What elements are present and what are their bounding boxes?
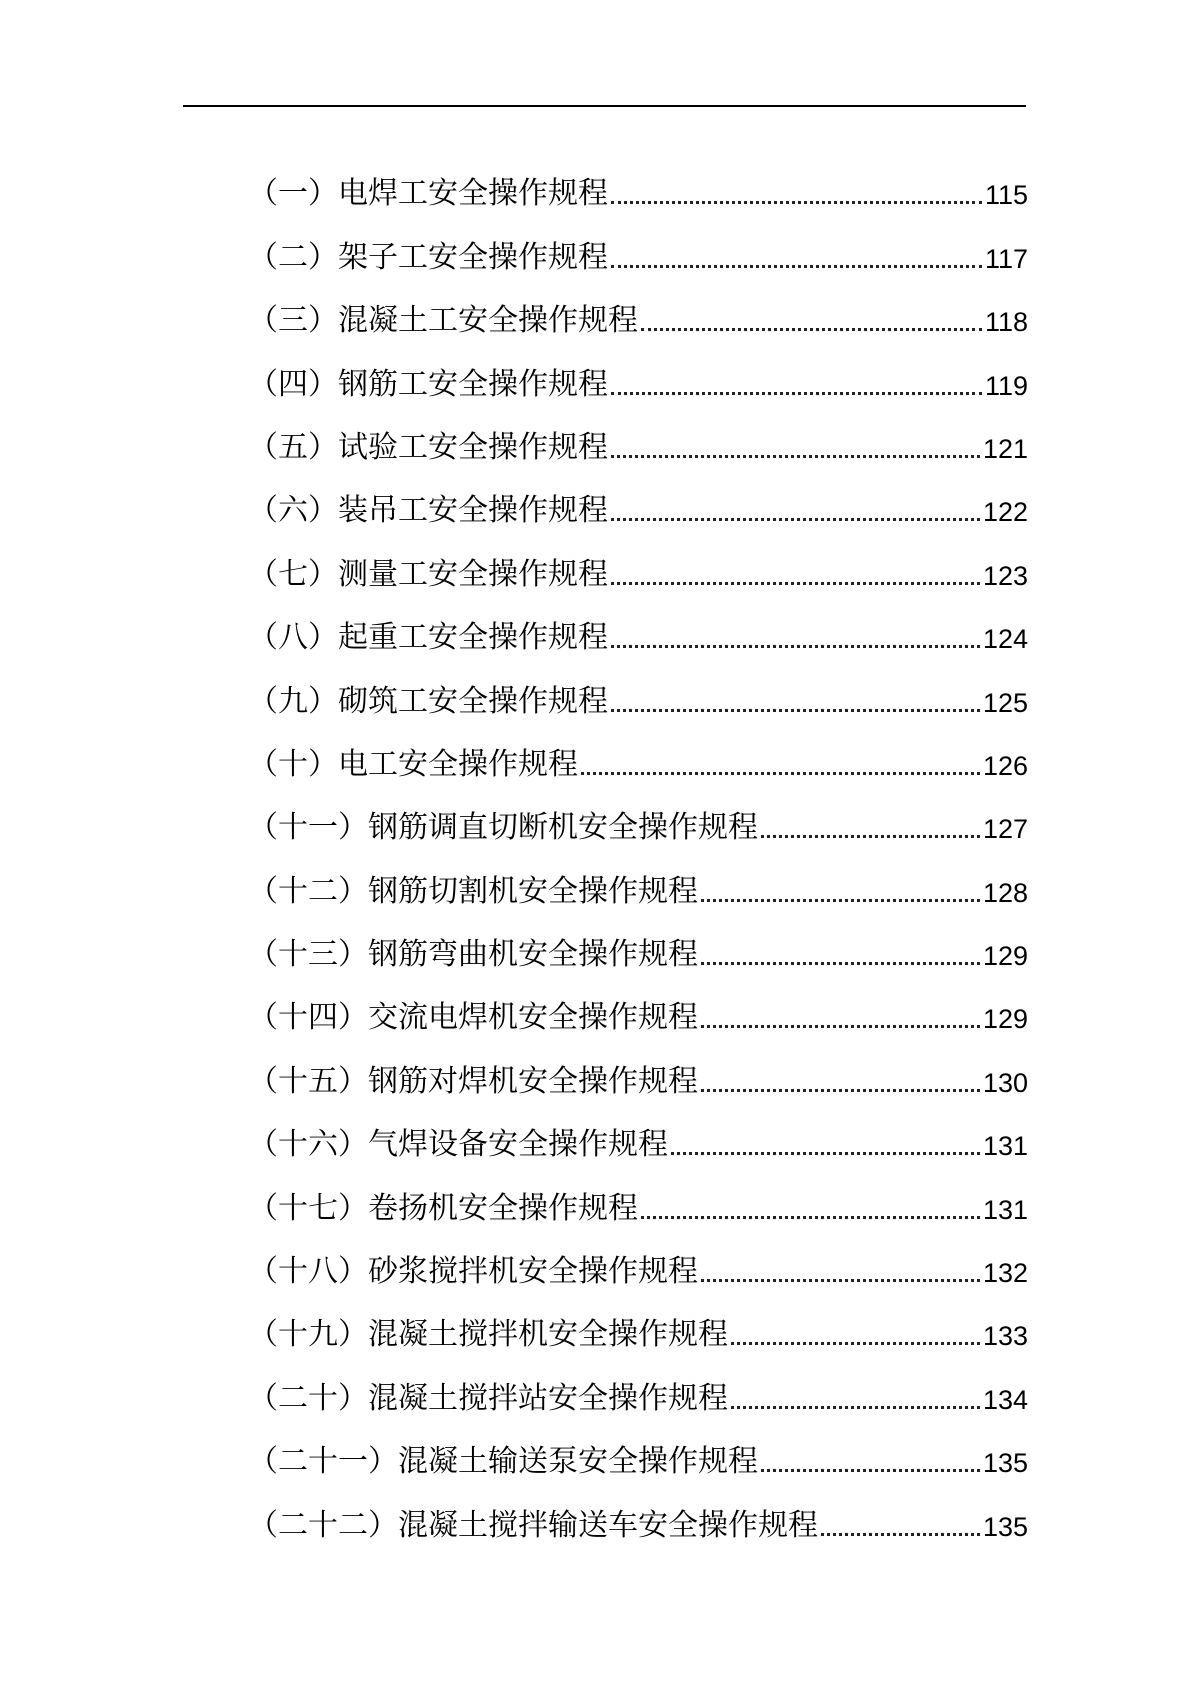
toc-entry-page-number[interactable]: 119 [984, 370, 1028, 401]
toc-entry-title[interactable]: （四）钢筋工安全操作规程 [248, 366, 608, 402]
toc-entry-page-number[interactable]: 118 [984, 307, 1028, 338]
toc-entry[interactable] [248, 1049, 1028, 1112]
toc-dot-leader [641, 1216, 980, 1219]
toc-entry[interactable] [248, 1113, 1028, 1176]
toc-entry[interactable] [248, 162, 1028, 225]
toc-entry-title[interactable]: （十九）混凝土搅拌机安全操作规程 [248, 1317, 728, 1353]
toc-entry-page-number[interactable]: 124 [982, 624, 1028, 655]
toc-entry-page-number[interactable]: 123 [982, 560, 1028, 591]
toc-entry-page-number[interactable]: 121 [982, 433, 1028, 464]
toc-entry[interactable] [248, 1176, 1028, 1239]
toc-entry-title[interactable]: （五）试验工安全操作规程 [248, 429, 608, 465]
toc-entry-title[interactable]: （十四）交流电焊机安全操作规程 [248, 1000, 698, 1036]
toc-entry-title[interactable]: （十五）钢筋对焊机安全操作规程 [248, 1063, 698, 1099]
toc-entry[interactable] [248, 1430, 1028, 1493]
toc-dot-leader [701, 962, 980, 965]
toc-entry[interactable] [248, 1366, 1028, 1429]
toc-entry-title[interactable]: （十八）砂浆搅拌机安全操作规程 [248, 1254, 698, 1290]
toc-entry[interactable] [248, 225, 1028, 288]
toc-entry-title[interactable]: （十二）钢筋切割机安全操作规程 [248, 873, 698, 909]
toc-entry-page-number[interactable]: 115 [984, 180, 1028, 211]
toc-dot-leader [611, 392, 982, 395]
toc-entry[interactable] [248, 1493, 1028, 1556]
toc-entry-page-number[interactable]: 135 [982, 1511, 1028, 1542]
toc-entry-title[interactable]: （六）装吊工安全操作规程 [248, 493, 608, 529]
toc-dot-leader [611, 709, 980, 712]
toc-entry[interactable] [248, 796, 1028, 859]
toc-dot-leader [641, 328, 982, 331]
toc-entry-title[interactable]: （二十一）混凝土输送泵安全操作规程 [248, 1444, 758, 1480]
toc-entry-title[interactable]: （十六）气焊设备安全操作规程 [248, 1127, 668, 1163]
toc-entry[interactable] [248, 606, 1028, 669]
toc-entry-title[interactable]: （七）测量工安全操作规程 [248, 556, 608, 592]
toc-entry-title[interactable]: （一）电焊工安全操作规程 [248, 176, 608, 212]
toc-dot-leader [611, 455, 980, 458]
toc-entry-page-number[interactable]: 131 [982, 1131, 1028, 1162]
toc-entry-title[interactable]: （二）架子工安全操作规程 [248, 239, 608, 275]
toc-entry-page-number[interactable]: 127 [982, 814, 1028, 845]
toc-dot-leader [761, 1469, 980, 1472]
toc-entry-title[interactable]: （十）电工安全操作规程 [248, 746, 578, 782]
toc-entry-page-number[interactable]: 130 [982, 1067, 1028, 1098]
toc-entry-page-number[interactable]: 134 [982, 1384, 1028, 1415]
toc-entry-page-number[interactable]: 133 [982, 1321, 1028, 1352]
toc-entry[interactable] [248, 986, 1028, 1049]
toc-entry-page-number[interactable]: 126 [982, 750, 1028, 781]
toc-entry-title[interactable]: （八）起重工安全操作规程 [248, 620, 608, 656]
toc-entry-title[interactable]: （二十二）混凝土搅拌输送车安全操作规程 [248, 1507, 818, 1543]
toc-entry-title[interactable]: （十七）卷扬机安全操作规程 [248, 1190, 638, 1226]
toc-entry-title[interactable]: （九）砌筑工安全操作规程 [248, 683, 608, 719]
toc-entry[interactable] [248, 352, 1028, 415]
toc-dot-leader [611, 582, 980, 585]
toc-dot-leader [701, 1025, 980, 1028]
toc-entry-page-number[interactable]: 132 [982, 1258, 1028, 1289]
header-rule [183, 105, 1026, 107]
toc-entry[interactable] [248, 542, 1028, 605]
toc-entry-title[interactable]: （十一）钢筋调直切断机安全操作规程 [248, 810, 758, 846]
toc-dot-leader [611, 518, 980, 521]
toc-entry-page-number[interactable]: 125 [982, 687, 1028, 718]
toc-entry[interactable] [248, 859, 1028, 922]
toc-entry[interactable] [248, 416, 1028, 479]
toc-entry-page-number[interactable]: 122 [982, 497, 1028, 528]
toc-dot-leader [731, 1342, 980, 1345]
toc-dot-leader [581, 772, 980, 775]
toc-entry[interactable] [248, 479, 1028, 542]
toc-dot-leader [611, 265, 982, 268]
toc-entry[interactable] [248, 923, 1028, 986]
toc-entry[interactable] [248, 289, 1028, 352]
toc-dot-leader [731, 1406, 980, 1409]
toc-entry-title[interactable]: （三）混凝土工安全操作规程 [248, 303, 638, 339]
toc-dot-leader [761, 835, 980, 838]
toc-entry-page-number[interactable]: 129 [982, 1004, 1028, 1035]
toc-entry-title[interactable]: （十三）钢筋弯曲机安全操作规程 [248, 937, 698, 973]
toc-dot-leader [821, 1533, 980, 1536]
toc-dot-leader [671, 1152, 980, 1155]
table-of-contents [248, 162, 1028, 1557]
toc-entry-page-number[interactable]: 129 [982, 941, 1028, 972]
toc-dot-leader [701, 899, 980, 902]
toc-entry-page-number[interactable]: 117 [984, 243, 1028, 274]
toc-entry[interactable] [248, 1240, 1028, 1303]
toc-dot-leader [701, 1089, 980, 1092]
toc-entry[interactable] [248, 669, 1028, 732]
toc-entry-title[interactable]: （二十）混凝土搅拌站安全操作规程 [248, 1380, 728, 1416]
toc-entry-page-number[interactable]: 131 [982, 1194, 1028, 1225]
toc-entry[interactable] [248, 1303, 1028, 1366]
toc-dot-leader [701, 1279, 980, 1282]
toc-entry-page-number[interactable]: 128 [982, 877, 1028, 908]
toc-dot-leader [611, 645, 980, 648]
toc-entry[interactable] [248, 733, 1028, 796]
toc-dot-leader [611, 201, 982, 204]
toc-entry-page-number[interactable]: 135 [982, 1448, 1028, 1479]
